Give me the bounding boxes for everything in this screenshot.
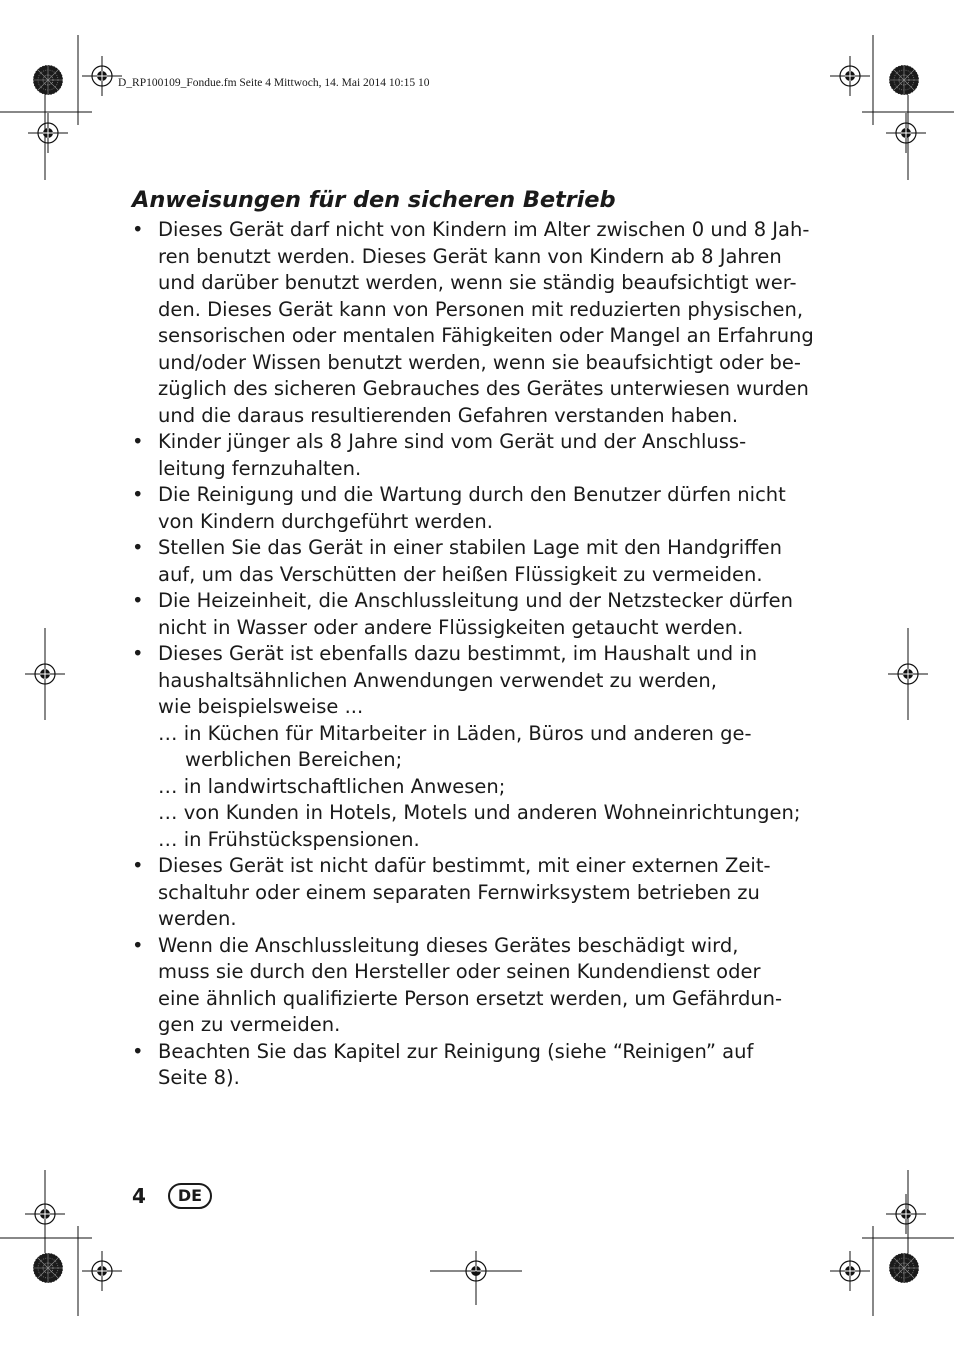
sub-list-item-text: … in Frühstückspensionen. [158,827,420,851]
bullet-marker: • [132,218,144,241]
list-item [132,641,804,853]
page-footer [132,1180,212,1212]
list-item-text: nicht in Wasser oder andere Flüssigkeiten getaucht werden. [158,615,744,639]
list-item-text: ren benutzt werden. Dieses Gerät kann von Kindern ab 8 Jahren [158,244,782,268]
list-item-text: Kinder jünger als 8 Jahre sind vom Gerät und der Anschluss- [158,430,747,453]
list-item-text: werden. [158,907,237,930]
bullet-marker: • [132,854,144,877]
file-info-header: D_RP100109_Fondue.fm Seite 4 Mittwoch, 14. Mai 2014 10:15 10 [118,77,430,89]
list-item-text: Dieses Gerät ist ebenfalls dazu bestimmt, im Haushalt und in [158,642,758,665]
list-item [132,588,804,641]
bullet-marker: • [132,536,144,559]
list-item [132,217,814,429]
list-item-text: Dieses Gerät darf nicht von Kindern im Alter zwischen 0 und 8 Jah- [158,218,810,241]
list-item-text: muss sie durch den Hersteller oder seinen Kundendienst oder [158,960,761,983]
list-item-text: züglich des sicheren Gebrauches des Gerätes unterwiesen wurden [158,377,809,400]
sub-list-item-text: … von Kunden in Hotels, Motels und anderen Wohneinrichtungen; [158,801,801,824]
list-item-text: Seite 8). [158,1066,240,1089]
bullet-marker: • [132,933,144,957]
sub-list-item-text: … in Küchen für Mitarbeiter in Läden, Büros und anderen ge- [158,721,752,745]
list-item-text: den. Dieses Gerät kann von Personen mit reduzierten physischen, [158,297,804,321]
list-item-text: haushaltsähnlichen Anwendungen verwendet zu werden, [158,668,717,692]
list-item-text: Wenn die Anschlussleitung dieses Gerätes beschädigt wird, [158,933,739,957]
list-item-text: gen zu vermeiden. [158,1013,341,1036]
list-item-text: schaltuhr oder einem separaten Fernwirksystem betrieben zu [158,880,760,904]
list-item-text: und darüber benutzt werden, wenn sie ständig beaufsichtigt wer- [158,271,797,294]
bullet-marker: • [132,642,144,665]
list-item-text: eine ähnlich qualifizierte Person ersetzt werden, um Gefährdun- [158,986,783,1010]
bullet-marker: • [132,430,144,453]
list-item [132,482,804,535]
list-item-text: und die daraus resultierenden Gefahren verstanden haben. [158,403,739,427]
sub-list-item-text: … in landwirtschaftlichen Anwesen; [158,774,506,798]
list-item [132,429,804,482]
list-item-text: Die Heizeinheit, die Anschlussleitung und der Netzstecker dürfen [158,589,793,612]
list-item-text: von Kindern durchgeführt werden. [158,509,493,533]
list-item-text: und/oder Wissen benutzt werden, wenn sie beaufsichtigt oder be- [158,350,801,374]
list-item-text: Dieses Gerät ist nicht dafür bestimmt, mit einer externen Zeit- [158,854,771,877]
list-item-text: sensorischen oder mentalen Fähigkeiten oder Mangel an Erfahrung [158,324,814,347]
section-title: Anweisungen für den sicheren Betrieb [132,187,616,213]
list-item [132,933,804,1039]
language-badge: DE [168,1183,212,1209]
instruction-list [132,217,814,1092]
list-item-text: wie beispielsweise ... [158,695,364,718]
bullet-marker: • [132,1039,144,1063]
list-item-text: Beachten Sie das Kapitel zur Reinigung (siehe “Reinigen” auf [158,1039,754,1063]
bullet-marker: • [132,589,144,612]
bullet-marker: • [132,483,144,506]
list-item-text: leitung fernzuhalten. [158,456,362,480]
list-item-text: Stellen Sie das Gerät in einer stabilen Lage mit den Handgriffen [158,536,783,559]
list-item-text: Die Reinigung und die Wartung durch den Benutzer dürfen nicht [158,483,786,506]
list-item [132,1039,804,1092]
list-item [132,535,804,588]
sub-list-item-text: werblichen Bereichen; [185,748,403,771]
safety-instructions [132,185,814,1092]
list-item-text: auf, um das Verschütten der heißen Flüssigkeit zu vermeiden. [158,562,763,586]
list-item [132,853,804,933]
page-number: 4 [132,1184,146,1208]
